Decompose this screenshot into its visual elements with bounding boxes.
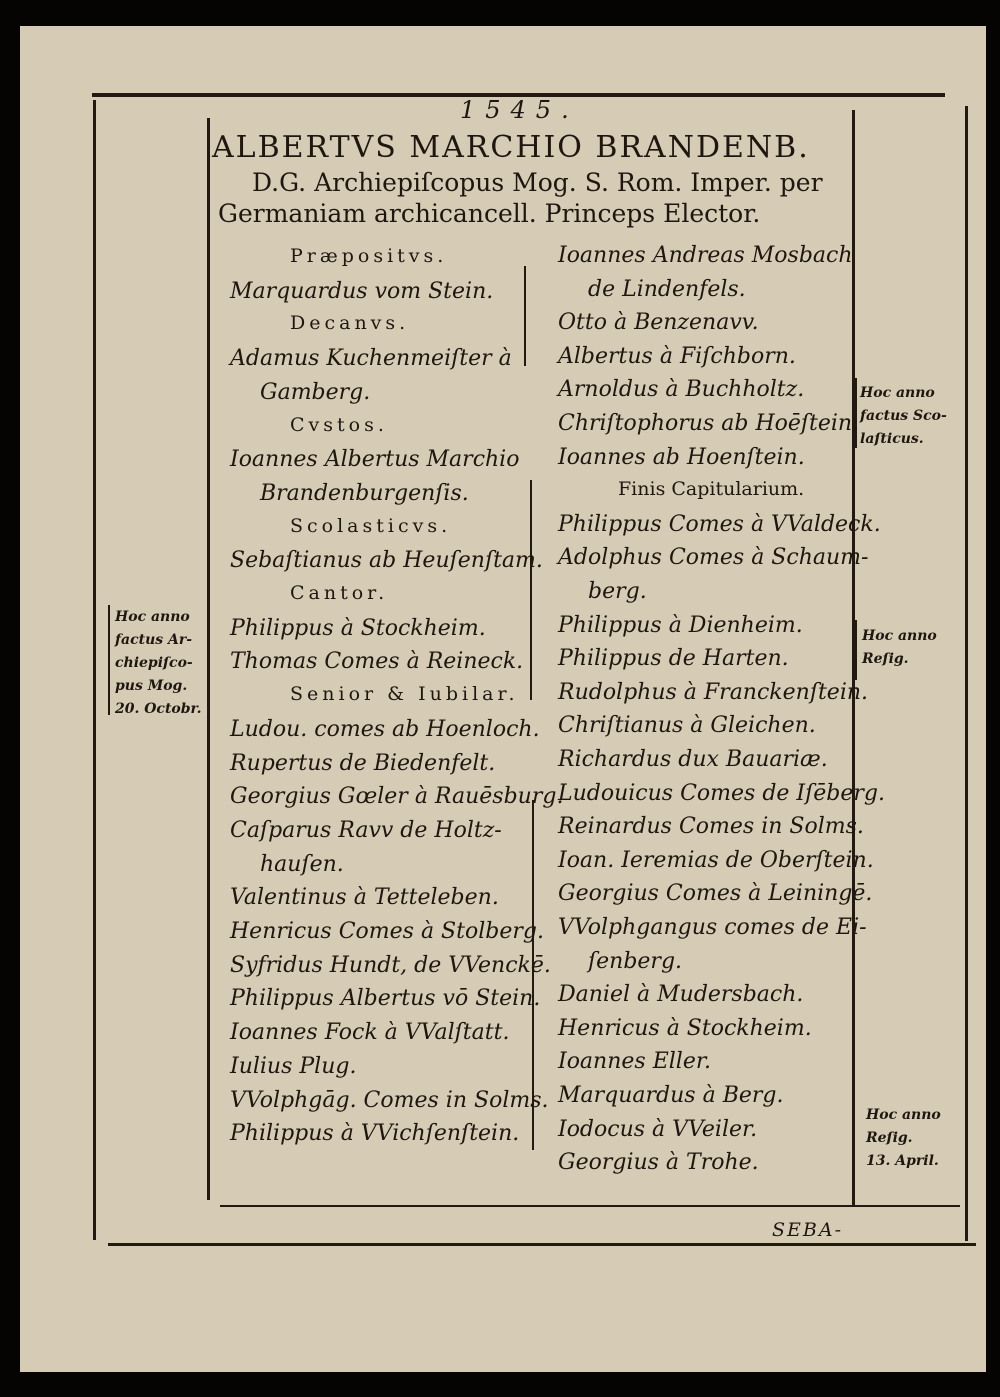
left-column-entry: Philippus à Stockheim. — [230, 615, 486, 641]
right-column-entry: Ludouicus Comes de Iſēberg. — [558, 780, 885, 806]
left-column-entry: Thomas Comes à Reineck. — [230, 649, 524, 675]
right-column-entry: Henricus à Stockheim. — [558, 1015, 812, 1041]
left-column-entry: Cvstos. — [290, 413, 388, 436]
right-column-entry: Georgius Comes à Leiningē. — [558, 881, 873, 907]
right-column-entry: Arnoldus à Buchholtz. — [558, 377, 805, 403]
right-column-entry: Ioannes Eller. — [558, 1049, 711, 1075]
left-column-entry: Brandenburgenſis. — [260, 480, 469, 506]
left-inner-line — [207, 118, 210, 1200]
right-column-entry: Richardus dux Bauariæ. — [558, 747, 828, 772]
right-column-entry: Otto à Benzenavv. — [558, 310, 759, 336]
left-note-bracket — [108, 605, 110, 715]
left-column-entry: Gamberg. — [260, 379, 371, 405]
right-column-entry: Marquardus à Berg. — [558, 1083, 784, 1108]
right-column-entry: Philippus de Harten. — [558, 646, 789, 672]
heading-line-3: Germaniam archicancell. Princeps Elector. — [218, 199, 761, 228]
left-column-entry: Decanvs. — [290, 312, 410, 335]
right-column-entry: berg. — [588, 579, 647, 604]
page-year: 1545. — [460, 96, 579, 124]
right-column-entry: Daniel à Mudersbach. — [558, 982, 804, 1008]
right-note-bracket-2 — [855, 620, 857, 680]
left-column-entry: Iulius Plug. — [230, 1053, 357, 1079]
column-divider-top — [524, 266, 526, 366]
left-column-entry: Ludou. comes ab Hoenloch. — [230, 716, 540, 742]
left-column-entry: Cantor. — [290, 582, 389, 604]
right-column-entry: VVolphgangus comes de Ei- — [558, 915, 867, 940]
left-column-entry: Scolasticvs. — [290, 514, 452, 537]
bottom-rule-inner — [220, 1205, 960, 1207]
left-column-entry: Caſparus Ravv de Holtz- — [230, 817, 502, 843]
column-divider-mid — [530, 480, 532, 700]
left-column-entry: Henricus Comes à Stolberg. — [230, 919, 544, 944]
left-column-entry: Georgius Gœler à Rauēsburg. — [230, 784, 564, 810]
right-column-entry: de Lindenfels. — [588, 276, 746, 302]
right-column-entry: Ioan. Ieremias de Oberſtein. — [558, 847, 874, 873]
right-column-entry: Reinardus Comes in Solms. — [558, 814, 864, 840]
margin-note-scolasticus: Hoc anno factus Sco- laſticus. — [860, 385, 947, 447]
right-column-entry: Philippus Comes à VValdeck. — [558, 511, 881, 537]
left-column-entry: Syfridus Hundt, de VVenckē. — [230, 952, 551, 978]
right-column-entry: Chriſtianus à Gleichen. — [558, 713, 816, 739]
right-column-entry: Albertus à Fiſchborn. — [558, 343, 796, 369]
left-column-entry: Ioannes Fock à VValſtatt. — [230, 1020, 510, 1046]
heading-line-2: D.G. Archiepiſcopus Mog. S. Rom. Imper. per — [252, 168, 823, 197]
right-column-entry: Ioannes Andreas Mosbach — [558, 243, 853, 268]
right-column-entry: Ioannes ab Hoenſtein. — [558, 444, 805, 470]
right-column-entry: ſenberg. — [588, 948, 683, 974]
bottom-rule-outer — [108, 1243, 976, 1246]
left-column-entry: Rupertus de Biedenfelt. — [230, 750, 496, 776]
right-column-entry: Chriſtophorus ab Hoēſtein. — [558, 411, 860, 436]
left-column-entry: Præpositvs. — [290, 245, 448, 267]
heading-line-1: ALBERTVS MARCHIO BRANDENB. — [212, 130, 810, 165]
left-column-entry: Adamus Kuchenmeiſter à — [230, 346, 512, 372]
right-column-entry: Iodocus à VVeiler. — [558, 1116, 758, 1142]
left-column-entry: Philippus à VVichſenſtein. — [230, 1121, 520, 1147]
left-frame-line — [93, 100, 96, 1240]
margin-note-resig-1: Hoc anno Reſig. — [862, 628, 937, 667]
left-column-entry: Sebaſtianus ab Heuſenſtam. — [230, 548, 543, 574]
right-column-entry: Georgius à Trohe. — [558, 1150, 759, 1176]
margin-note-archbishop: Hoc anno factus Ar- chiepiſco- pus Mog. 20. Octobr. — [115, 609, 202, 717]
catchword: SEBA- — [772, 1219, 843, 1241]
right-column-entry: Philippus à Dienheim. — [558, 612, 803, 638]
right-frame-line — [965, 106, 968, 1241]
left-column-entry: Philippus Albertus vō Stein. — [230, 986, 541, 1012]
margin-note-resig-2: Hoc anno Reſig. 13. April. — [866, 1107, 941, 1169]
left-column-entry: VVolphgāg. Comes in Solms. — [230, 1087, 549, 1113]
left-column-entry: Senior & Iubilar. — [290, 683, 519, 706]
right-column-entry: Finis Capitularium. — [618, 478, 805, 501]
left-column-entry: hauſen. — [260, 851, 344, 877]
right-column-entry: Adolphus Comes à Schaum- — [558, 545, 869, 571]
left-column-entry: Valentinus à Tetteleben. — [230, 885, 499, 911]
right-column-entry: Rudolphus à Franckenſtein. — [558, 679, 869, 705]
left-column-entry: Ioannes Albertus Marchio — [230, 447, 520, 473]
left-column-entry: Marquardus vom Stein. — [230, 278, 494, 304]
